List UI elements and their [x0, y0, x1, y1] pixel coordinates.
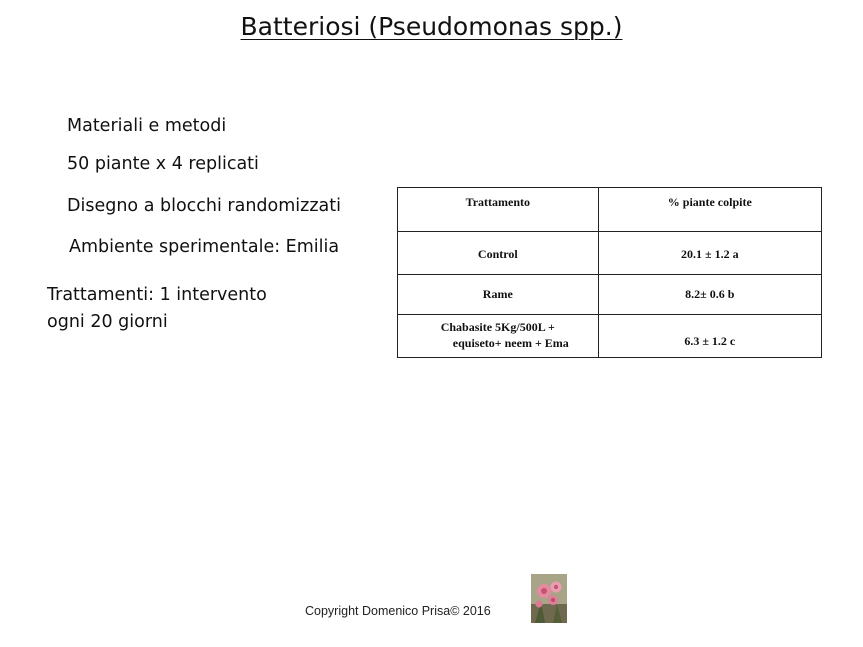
plants-replicates-text: 50 piante x 4 replicati — [67, 154, 259, 174]
table-header-row — [398, 188, 822, 232]
value-cell — [598, 275, 821, 315]
value-cell — [598, 315, 821, 358]
design-text: Disegno a blocchi randomizzati — [67, 196, 341, 216]
treatment-label: Control — [477, 246, 518, 261]
header-treatment — [398, 188, 599, 232]
header-percent-label: % piante colpite — [667, 195, 752, 209]
flower-photo-icon — [531, 574, 567, 623]
table-row — [398, 275, 822, 315]
value-cell — [598, 232, 821, 275]
results-table — [397, 187, 822, 358]
treatment-label-line2: equiseto+ neem + Ema — [452, 336, 569, 350]
treatment-cell — [398, 275, 599, 315]
flower-photo-graphic — [531, 574, 567, 623]
treatment-label-line1: Chabasite 5Kg/500L + — [440, 320, 555, 334]
environment-text: Ambiente sperimentale: Emilia — [69, 237, 340, 257]
value-label: 20.1 ± 1.2 a — [681, 246, 739, 261]
treatments-text-line1: Trattamenti: 1 intervento — [47, 285, 267, 305]
treatment-label: Rame — [482, 287, 513, 301]
treatment-cell — [398, 232, 599, 275]
treatment-label — [427, 319, 569, 351]
value-label: 6.3 ± 1.2 c — [684, 334, 736, 348]
methods-heading: Materiali e metodi — [67, 116, 227, 136]
table-row — [398, 232, 822, 275]
header-percent — [598, 188, 821, 232]
table-row — [398, 315, 822, 358]
copyright-text: Copyright Domenico Prisa© 2016 — [305, 604, 491, 618]
value-label: 8.2± 0.6 b — [685, 287, 735, 301]
treatment-cell — [398, 315, 599, 358]
treatments-text-line2: ogni 20 giorni — [47, 312, 168, 332]
slide-title: Batteriosi (Pseudomonas spp.) — [240, 12, 623, 41]
header-treatment-label: Trattamento — [465, 195, 531, 209]
